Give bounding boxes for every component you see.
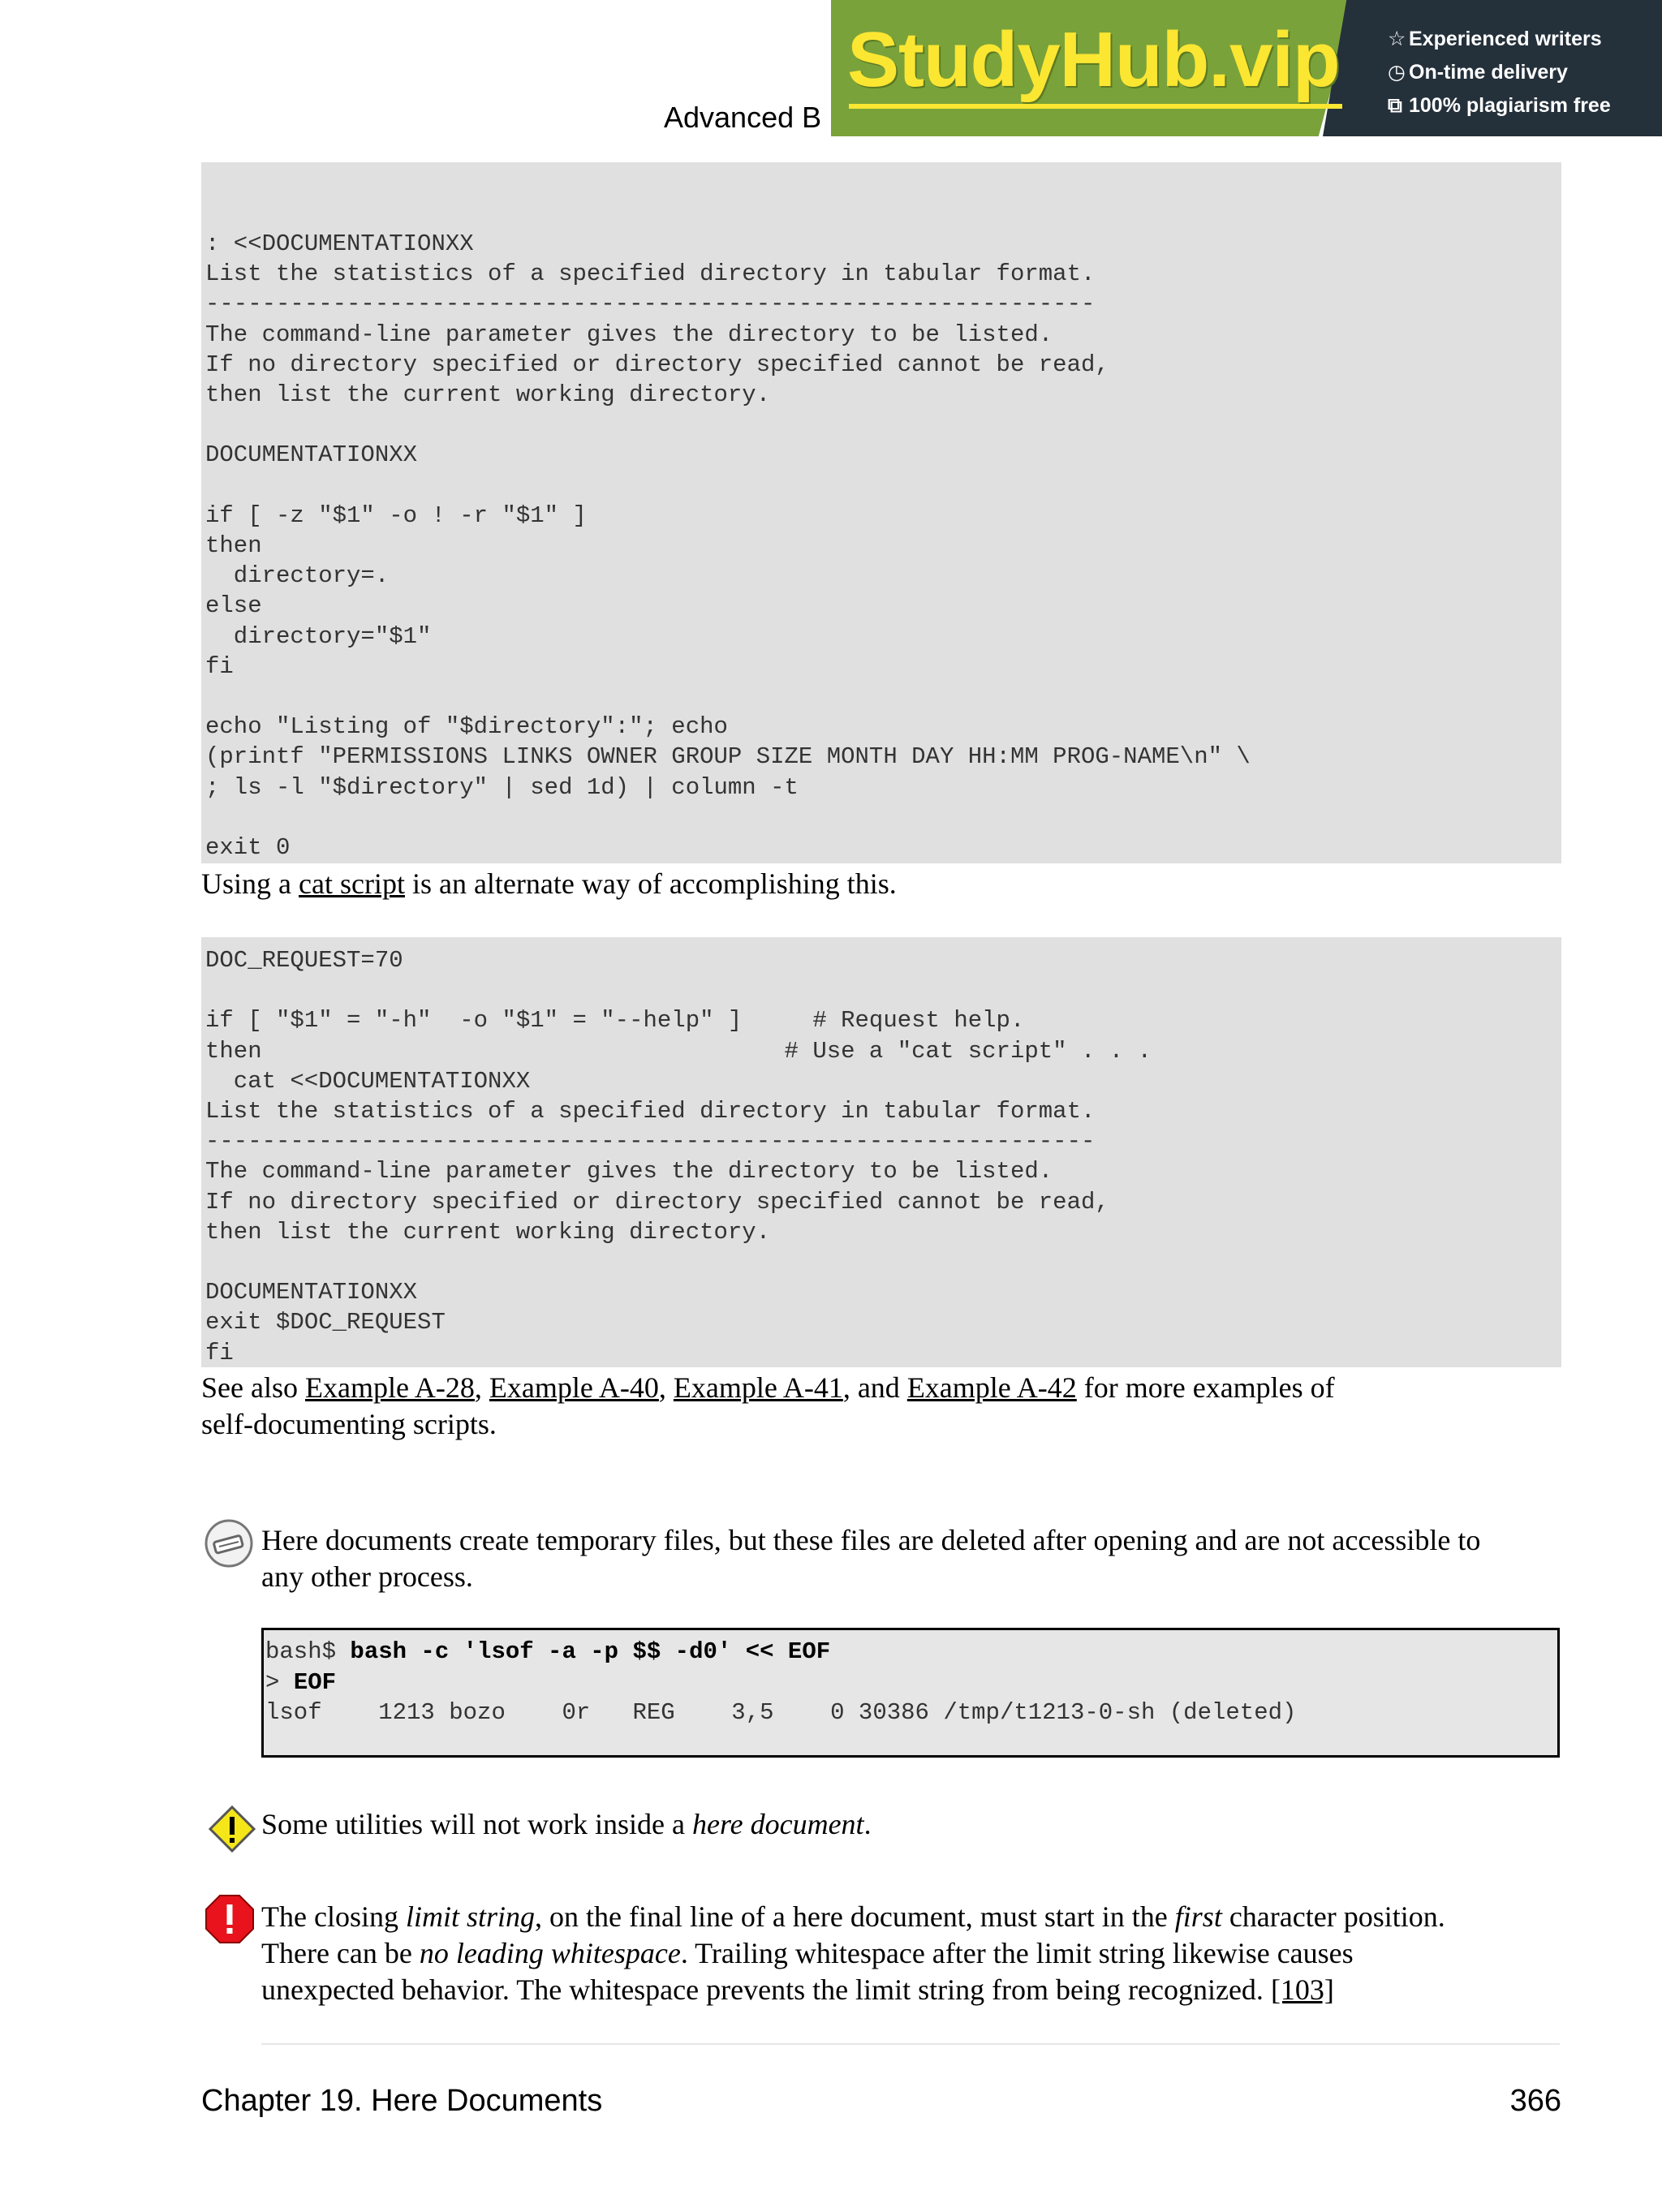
code-block-documentation: [201, 162, 1561, 863]
footer-chapter: Chapter 19. Here Documents: [201, 2084, 603, 2118]
feature-item: ☆ Experienced writers: [1388, 23, 1611, 56]
code-line: then # Use a "cat script" . . .: [205, 1037, 1152, 1065]
example-a42-link[interactable]: Example A-42: [906, 1371, 1077, 1404]
example-a41-link[interactable]: Example A-41: [673, 1371, 843, 1404]
studyhub-banner[interactable]: [831, 0, 1662, 136]
code-line: directory="$1": [205, 622, 432, 650]
code-line: exit 0: [205, 834, 291, 862]
code-line: If no directory specified or directory specified cannot be read,: [205, 351, 1109, 378]
note-icon: [203, 1517, 255, 1569]
warning-text: Some utilities will not work inside a here document.: [261, 1808, 872, 1840]
feature-item: ⧉ 100% plagiarism free: [1388, 89, 1611, 123]
warning-icon: [208, 1805, 256, 1853]
code-line: DOCUMENTATIONXX: [205, 1279, 418, 1306]
caution-text: The closing limit string, on the final line of a here document, must start in the first character position. There can be no leading whitespace. Trailing whitespace after the limit string likewise causes unexpected behavior. The whitespace prevents the limit string from being recognized. [103]: [261, 1900, 1445, 2006]
code-line: directory=.: [205, 562, 390, 590]
code-line: cat <<DOCUMENTATIONXX: [205, 1067, 531, 1095]
code-line: ---------------------------------------------------------------: [205, 1128, 1096, 1155]
code-line: DOC_REQUEST=70: [205, 947, 403, 974]
banner-features: [1388, 23, 1611, 123]
code-line: fi: [205, 1339, 234, 1366]
clock-icon: ◷: [1388, 61, 1406, 84]
footer-page-number: 366: [1509, 2084, 1561, 2118]
code-line: The command-line parameter gives the directory to be listed.: [205, 1158, 1053, 1186]
code-line: (printf "PERMISSIONS LINKS OWNER GROUP SIZE MONTH DAY HH:MM PROG-NAME\n" \: [205, 743, 1251, 771]
paragraph-cat-script: Using a cat script is an alternate way of accomplishing this.: [201, 867, 897, 900]
code-line: exit $DOC_REQUEST: [205, 1309, 446, 1336]
code-line: List the statistics of a specified directory in tabular format.: [205, 1098, 1096, 1125]
running-header: Advanced B: [664, 101, 822, 134]
feature-item: ◷ On-time delivery: [1388, 56, 1611, 89]
code-line: then: [205, 532, 262, 560]
caution-icon: [205, 1894, 255, 1944]
code-line: if [ -z "$1" -o ! -r "$1" ]: [205, 501, 587, 529]
example-a28-link[interactable]: Example A-28: [304, 1371, 475, 1404]
code-block-cat-script: [201, 937, 1561, 1367]
code-line: echo "Listing of "$directory":"; echo: [205, 713, 728, 741]
code-line: then list the current working directory.: [205, 381, 771, 409]
star-icon: ☆: [1388, 28, 1406, 50]
code-line: if [ "$1" = "-h" -o "$1" = "--help" ] # Request help.: [205, 1007, 1025, 1035]
footnote-103-link[interactable]: [103]: [1270, 1973, 1334, 2006]
code-line: : <<DOCUMENTATIONXX: [205, 230, 474, 257]
studyhub-logo[interactable]: StudyHub.vip: [847, 16, 1340, 103]
code-line: ; ls -l "$directory" | sed 1d) | column -t: [205, 773, 799, 801]
cat-script-link[interactable]: cat script: [299, 867, 405, 900]
logo-underline: [849, 104, 1342, 109]
copy-icon: ⧉: [1388, 94, 1402, 117]
code-line: If no directory specified or directory specified cannot be read,: [205, 1188, 1109, 1216]
code-line: fi: [205, 652, 234, 680]
code-line: ---------------------------------------------------------------: [205, 290, 1096, 318]
note-text: Here documents create temporary files, but these files are deleted after opening and are not accessible to any other process.: [261, 1524, 1481, 1593]
code-line: then list the current working directory.: [205, 1218, 771, 1246]
code-line: else: [205, 592, 262, 620]
code-line: List the statistics of a specified directory in tabular format.: [205, 260, 1096, 288]
code-line: The command-line parameter gives the directory to be listed.: [205, 321, 1053, 348]
example-a40-link[interactable]: Example A-40: [489, 1371, 659, 1404]
divider: [261, 2043, 1560, 2045]
code-line: DOCUMENTATIONXX: [205, 441, 418, 469]
terminal-example: bash$ bash -c 'lsof -a -p $$ -d0' << EOF > EOF lsof 1213 bozo 0r REG 3,5 0 30386 /tmp/t1213-0-sh (deleted): [261, 1628, 1560, 1758]
paragraph-see-also: See also Example A-28, Example A-40, Example A-41, and Example A-42 for more examples of self-documenting scripts.: [201, 1371, 1335, 1440]
